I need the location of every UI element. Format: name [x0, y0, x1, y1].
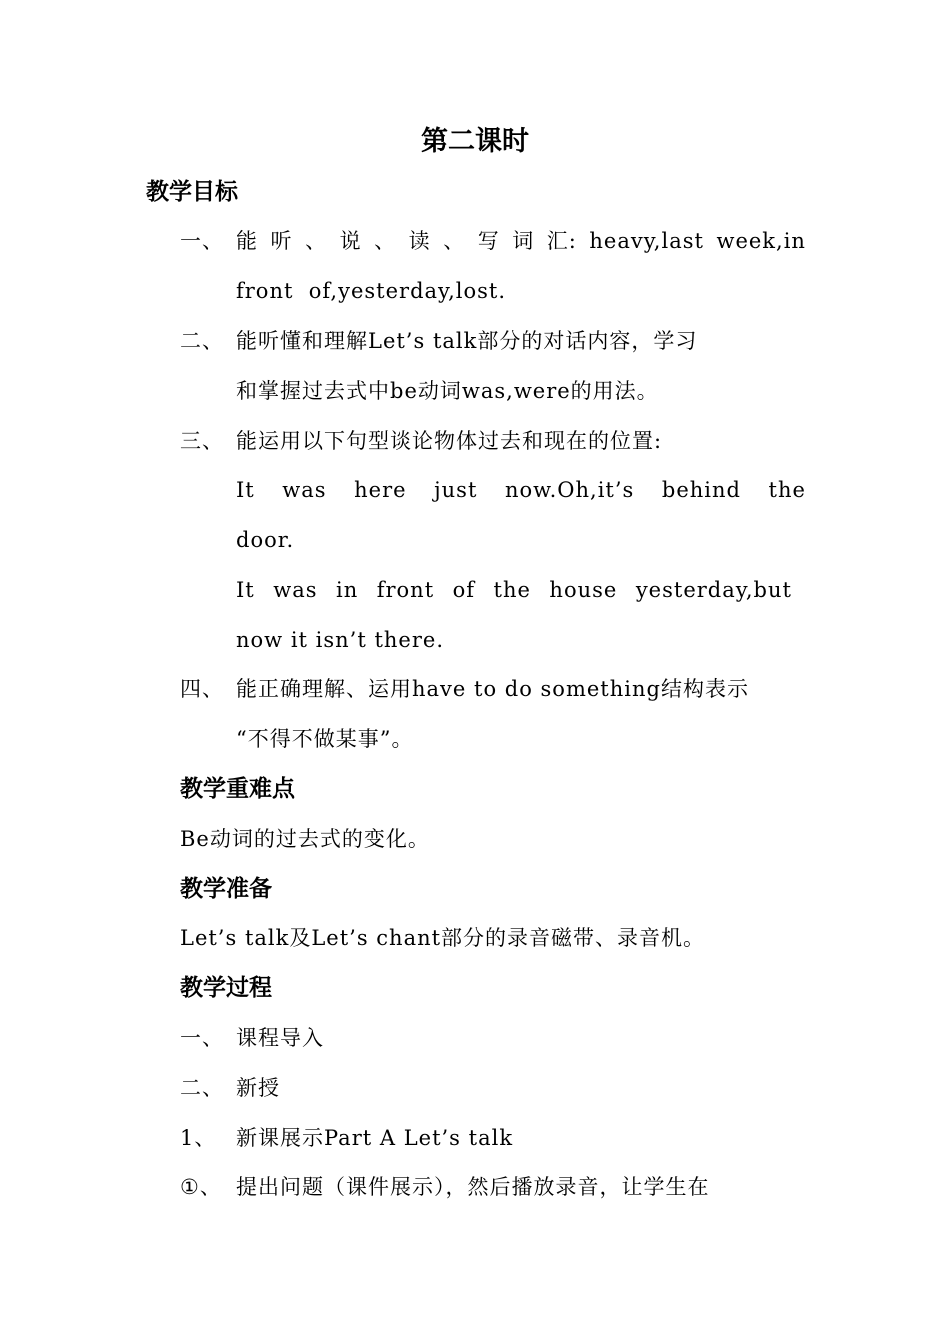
word: 听 — [270, 229, 293, 253]
word: 能 — [236, 229, 258, 253]
process-step-3-marker: 1、 — [180, 1126, 217, 1150]
word: 、 — [374, 229, 397, 253]
word: yesterday,but — [635, 578, 792, 602]
word: behind — [661, 478, 741, 502]
process-step-4-marker: ①、 — [180, 1175, 222, 1199]
difficulties-text: Be动词的过去式的变化。 — [180, 827, 430, 851]
word: 汇: — [546, 229, 577, 253]
word: heavy,last — [589, 229, 704, 253]
word: It — [236, 578, 255, 602]
word: 读 — [408, 229, 431, 253]
word: of — [452, 578, 476, 602]
objective-2-line1: 能听懂和理解Let’s talk部分的对话内容，学习 — [236, 329, 698, 353]
objective-3-example2-line2: now it isn’t there. — [236, 628, 444, 652]
process-step-1-marker: 一、 — [180, 1026, 224, 1050]
process-heading: 教学过程 — [180, 975, 272, 1001]
word: in — [335, 578, 359, 602]
word: 词 — [512, 229, 535, 253]
objective-3-example1 — [236, 470, 806, 510]
word: 、 — [443, 229, 466, 253]
objective-4-marker: 四、 — [180, 677, 224, 701]
objective-1-line2: front of,yesterday,lost. — [236, 279, 507, 303]
objective-3-example2 — [236, 570, 792, 610]
objective-1-line1 — [236, 221, 806, 261]
objectives-heading: 教学目标 — [146, 179, 238, 205]
process-step-2-marker: 二、 — [180, 1076, 224, 1100]
process-step-1-text: 课程导入 — [236, 1026, 324, 1050]
word: 说 — [339, 229, 362, 253]
process-step-2-text: 新授 — [236, 1076, 280, 1100]
word: house — [549, 578, 618, 602]
word: just — [434, 478, 478, 502]
word: the — [768, 478, 806, 502]
objective-1-marker: 一、 — [180, 229, 224, 253]
preparation-text: Let’s talk及Let’s chant部分的录音磁带、录音机。 — [180, 926, 706, 950]
objective-2-marker: 二、 — [180, 329, 224, 353]
objective-3-marker: 三、 — [180, 429, 224, 453]
page-title: 第二课时 — [421, 126, 529, 157]
preparation-heading: 教学准备 — [180, 876, 272, 902]
objective-2-line2: 和掌握过去式中be动词was,were的用法。 — [236, 379, 659, 403]
process-step-4-text: 提出问题（课件展示），然后播放录音，让学生在 — [236, 1175, 710, 1199]
objective-4-line1: 能正确理解、运用have to do something结构表示 — [236, 677, 749, 701]
word: the — [493, 578, 531, 602]
word: now.Oh,it’s — [504, 478, 635, 502]
word: 、 — [305, 229, 328, 253]
objective-3-line1: 能运用以下句型谈论物体过去和现在的位置: — [236, 429, 663, 453]
word: here — [354, 478, 407, 502]
difficulties-heading: 教学重难点 — [180, 776, 295, 802]
word: 写 — [477, 229, 500, 253]
word: was — [282, 478, 327, 502]
objective-3-example1-line2: door. — [236, 528, 295, 552]
objective-4-line2: “不得不做某事”。 — [236, 727, 414, 751]
word: It — [236, 478, 255, 502]
word: was — [273, 578, 318, 602]
process-step-3-text: 新课展示Part A Let’s talk — [236, 1126, 514, 1150]
word: front — [376, 578, 435, 602]
word: week,in — [716, 229, 806, 253]
